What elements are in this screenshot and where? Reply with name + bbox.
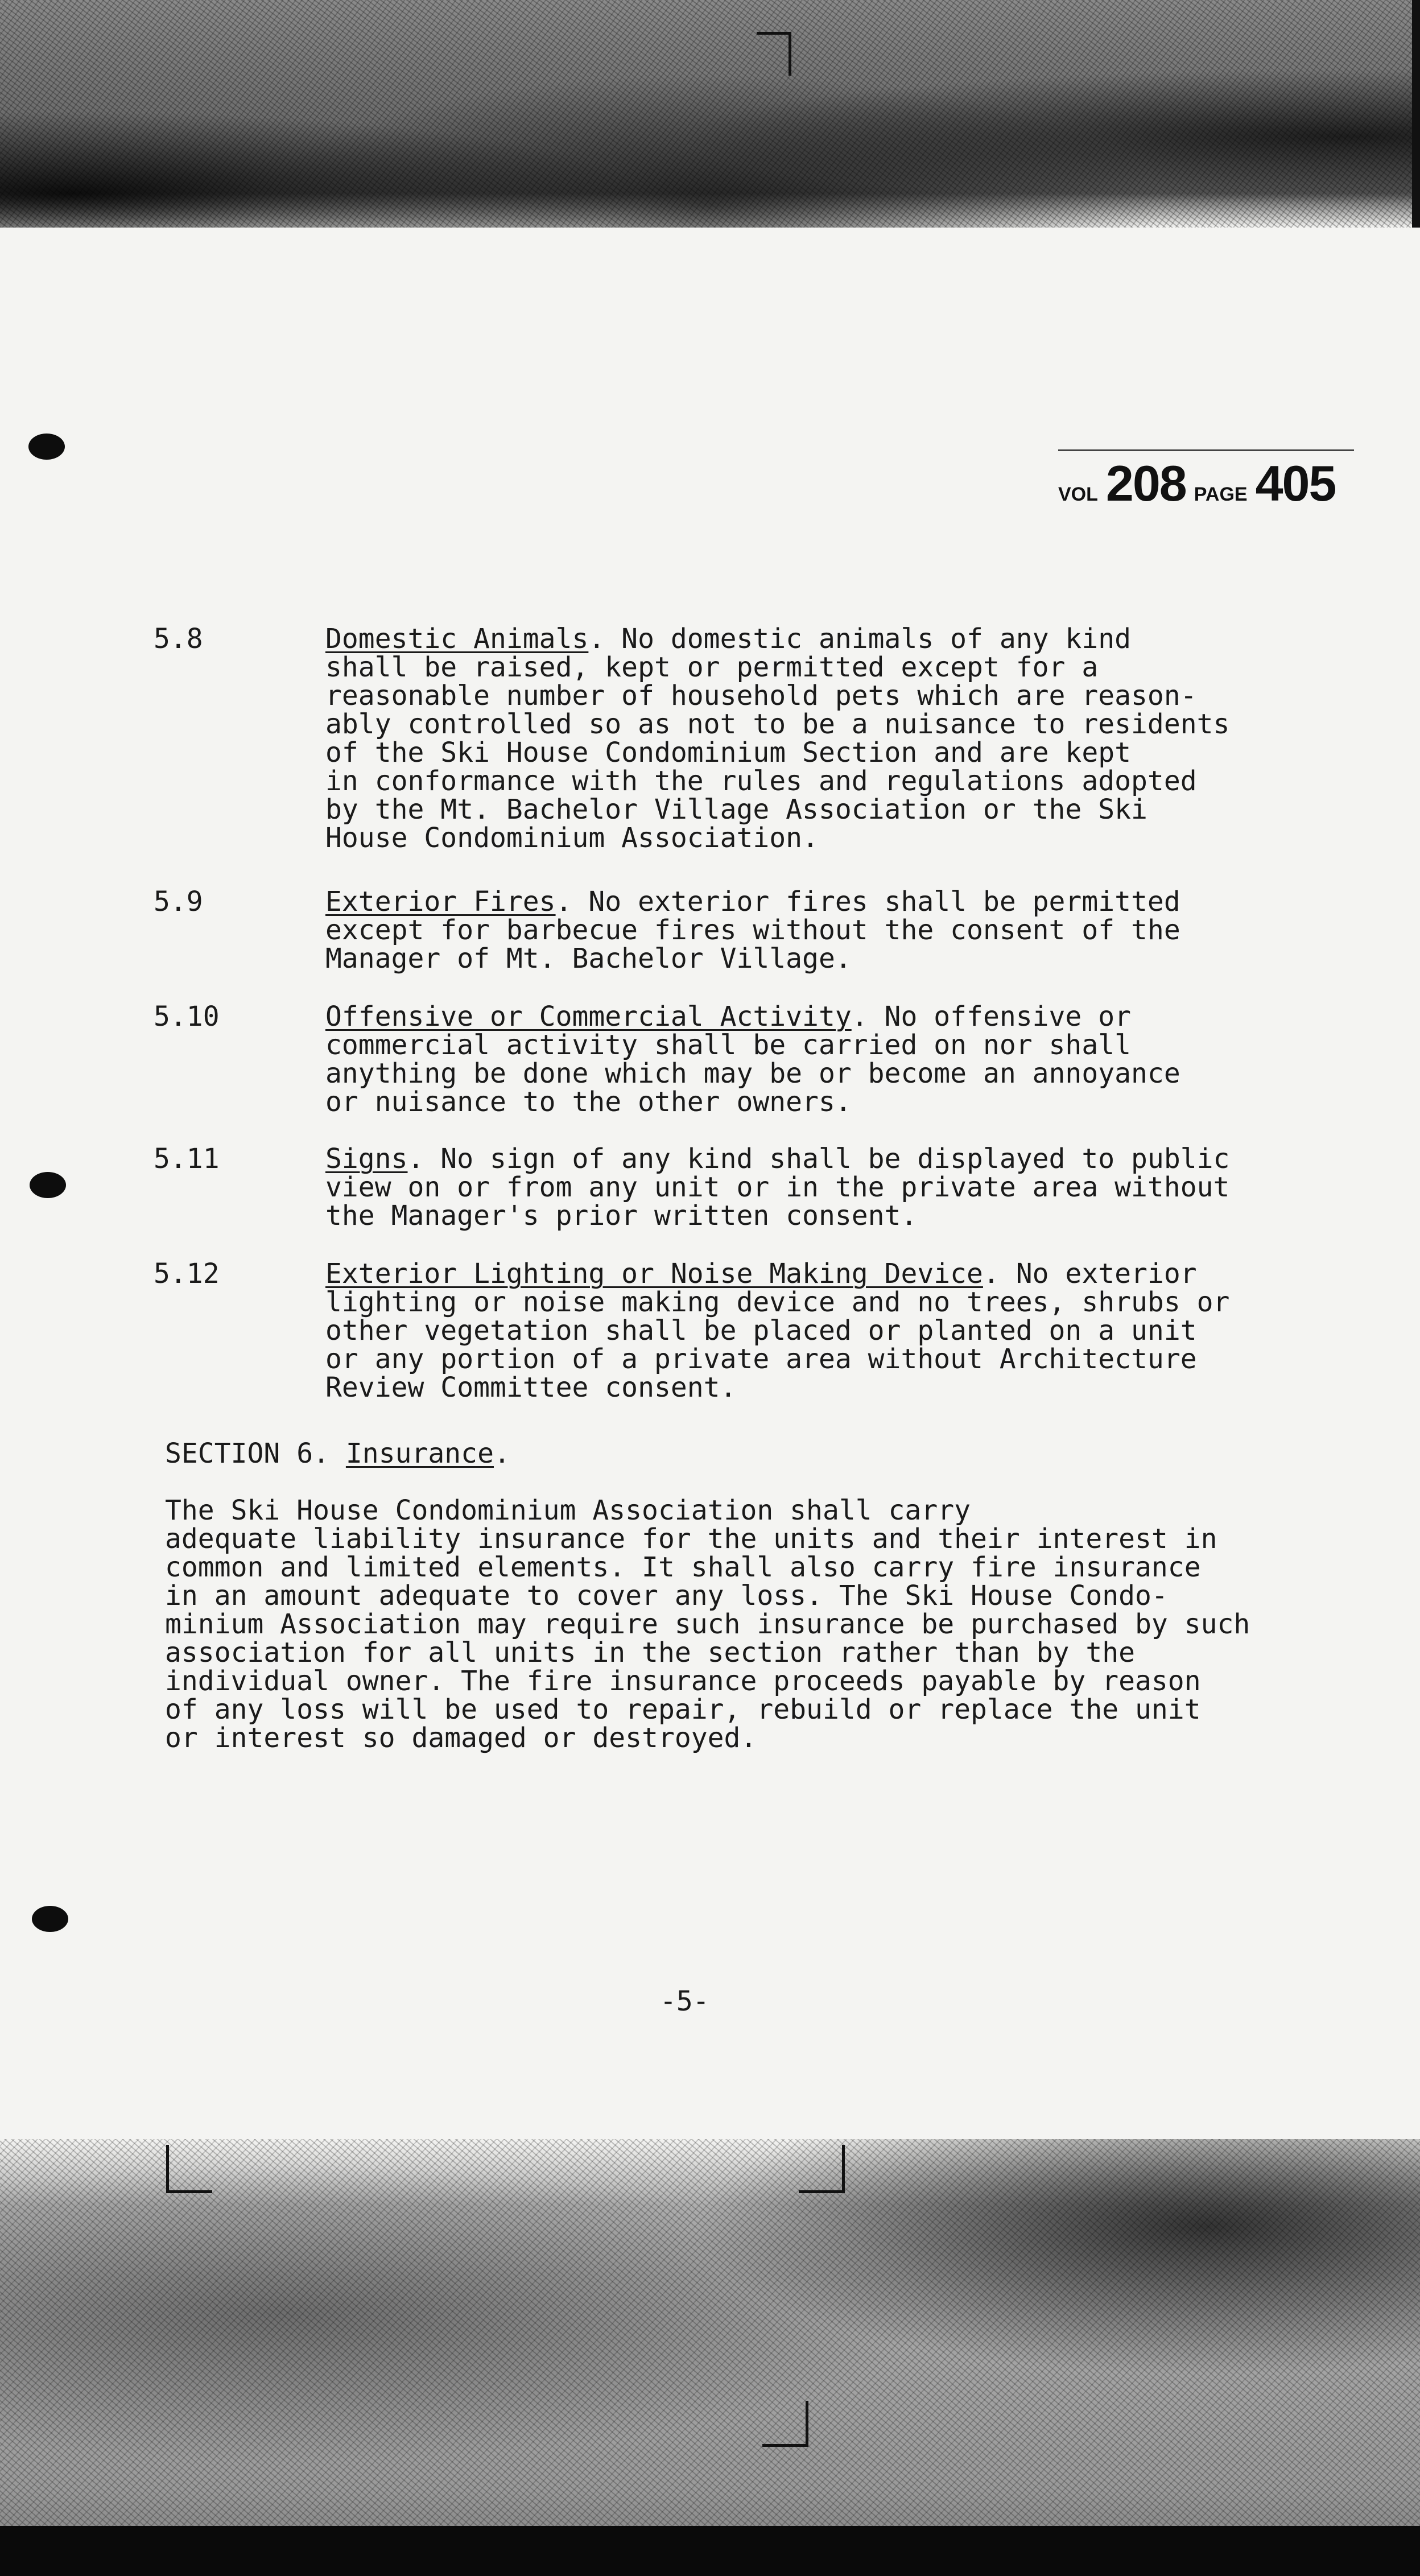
clause-heading: Domestic Animals xyxy=(325,623,589,655)
clause-number: 5.9 xyxy=(154,886,203,918)
clause-text: No sign of any kind shall be displayed to public view on or from any unit or in the private area without the Manager's prior written consent. xyxy=(325,1143,1230,1232)
crop-mark-bottom-left xyxy=(166,2145,212,2193)
clause-body: Offensive or Commercial Activity. No offensive or commercial activity shall be carried on nor shall anything be done which may be or become an annoyance or nuisance to the other owners. xyxy=(325,1001,1180,1118)
clause-text: No exterior lighting or noise making device and no trees, shrubs or other vegetation shall be placed or planted on a unit or any portion of a private area without Architecture Review Committee consent. xyxy=(325,1258,1230,1403)
clause-heading: Exterior Lighting or Noise Making Device xyxy=(325,1258,983,1290)
clause-body: Exterior Fires. No exterior fires shall be permitted except for barbecue fires without the consent of the Manager of Mt. Bachelor Village. xyxy=(325,886,1180,975)
clause-5-12 xyxy=(154,1260,1314,1402)
crop-mark-bottom-lower xyxy=(762,2401,808,2447)
clause-body: Signs. No sign of any kind shall be displayed to public view on or from any unit or in the private area without the Manager's prior written consent. xyxy=(325,1143,1230,1232)
page-number-ref: 405 xyxy=(1255,455,1336,511)
clause-number: 5.11 xyxy=(154,1143,220,1175)
crop-mark-bottom-center xyxy=(799,2145,845,2193)
clause-heading: Exterior Fires xyxy=(325,886,556,918)
clause-5-10 xyxy=(154,1002,1314,1116)
scan-noise-bottom xyxy=(0,2139,1420,2576)
scan-bottom-bar xyxy=(0,2526,1420,2576)
punch-hole-middle xyxy=(30,1172,66,1198)
clause-number: 5.10 xyxy=(154,1001,220,1033)
section-heading: SECTION 6. Insurance. xyxy=(165,1438,510,1469)
clause-text: No offensive or commercial activity shall be carried on nor shall anything be done which may be or become an annoyance or nuisance to the other owners. xyxy=(325,1001,1180,1118)
vol-label: VOL xyxy=(1058,484,1098,505)
clause-body: Exterior Lighting or Noise Making Device. No exterior lighting or noise making device and no trees, shrubs or other vegetation shall be placed or planted on a unit or any portion of a private area without Architecture Review Committee consent. xyxy=(325,1258,1230,1403)
clause-5-11 xyxy=(154,1145,1314,1230)
vol-number: 208 xyxy=(1105,455,1186,511)
clause-5-9 xyxy=(154,887,1314,973)
clause-heading: Signs xyxy=(325,1143,408,1175)
scan-noise-top xyxy=(0,0,1420,228)
clause-heading: Offensive or Commercial Activity xyxy=(325,1001,852,1033)
punch-hole-bottom xyxy=(32,1906,68,1932)
clause-text: No exterior fires shall be permitted except for barbecue fires without the consent of the Manager of Mt. Bachelor Village. xyxy=(325,886,1180,975)
recording-reference xyxy=(1058,449,1354,513)
clause-body: Domestic Animals. No domestic animals of any kind shall be raised, kept or permitted except for a reasonable number of household pets which are reason- ably controlled so as not to be a nuisance to residents of the Ski House Condominium Section and are kept in conformance with the rules and regulations adopted by the Mt. Bachelor Village Association or the Ski House Condominium Association. xyxy=(325,623,1230,854)
page-label: PAGE xyxy=(1194,484,1248,505)
clause-number: 5.8 xyxy=(154,623,203,655)
clause-5-8 xyxy=(154,625,1314,852)
crop-mark-top xyxy=(757,32,791,76)
scan-edge-shadow xyxy=(1412,0,1420,228)
section-label: SECTION 6. xyxy=(165,1438,329,1469)
clause-text: No domestic animals of any kind shall be raised, kept or permitted except for a reasonable number of household pets which are reason- ably controlled so as not to be a nuisance to residents of the Ski House Condominium Section and are kept in conformance with the rules and regulations adopted by the Mt. Bachelor Village Association or the Ski House Condominium Association. xyxy=(325,623,1230,854)
section-title: Insurance xyxy=(345,1438,494,1469)
clause-number: 5.12 xyxy=(154,1258,220,1290)
page-footer-number: -5- xyxy=(660,1985,709,2017)
punch-hole-top xyxy=(28,434,65,460)
insurance-paragraph: The Ski House Condominium Association shall carry adequate liability insurance for the units and their interest in common and limited elements. It shall also carry fire insurance in an amount adequate to cover any loss. The Ski House Condo- minium Association may require such insurance be purchased by such association for all units in the section rather than by the individual owner. The fire insurance proceeds payable by reason of any loss will be used to repair, rebuild or replace the unit or interest so damaged or destroyed. xyxy=(165,1495,1250,1754)
